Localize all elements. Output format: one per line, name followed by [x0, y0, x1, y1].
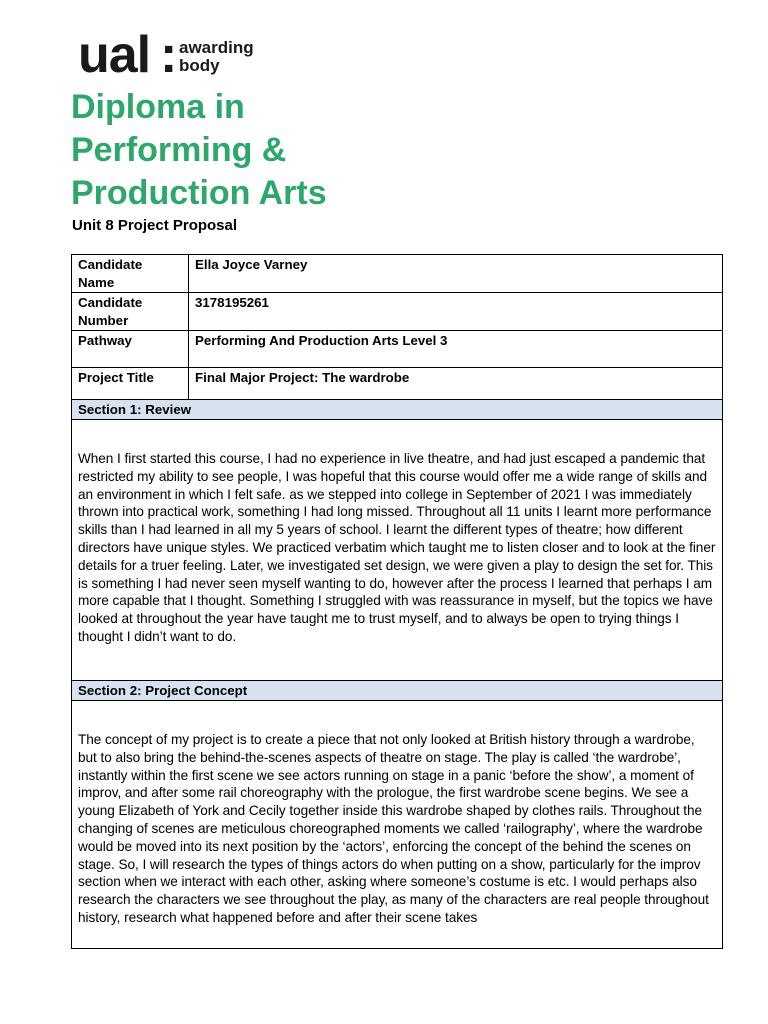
candidate-name-label: Candidate Name — [72, 255, 189, 293]
logo-colon: : — [160, 26, 178, 84]
candidate-name-value: Ella Joyce Varney — [189, 255, 723, 293]
document-subtitle: Unit 8 Project Proposal — [72, 217, 238, 234]
title-line-2: Performing & — [71, 131, 287, 169]
pathway-value: Performing And Production Arts Level 3 — [189, 331, 723, 368]
document-title — [71, 86, 671, 215]
candidate-number-value: 3178195261 — [189, 293, 723, 331]
title-line-3: Production Arts — [71, 174, 327, 212]
section-heading: Section 1: Review — [72, 400, 722, 420]
table-row — [72, 255, 723, 293]
section-heading: Section 2: Project Concept — [72, 681, 722, 701]
table-row — [72, 331, 723, 368]
candidate-number-label: Candidate Number — [72, 293, 189, 331]
logo-line-body: body — [179, 56, 220, 75]
title-line-1: Diploma in — [71, 88, 245, 126]
logo-wordmark: ual — [78, 26, 151, 84]
logo-line-awarding: awarding — [179, 38, 254, 57]
section-project-concept — [71, 680, 723, 949]
project-title-value: Final Major Project: The wardrobe — [189, 368, 723, 405]
candidate-info-table — [71, 254, 723, 405]
project-title-label: Project Title — [72, 368, 189, 405]
section-body: When I first started this course, I had no experience in live theatre, and had just escaped a pandemic that restricted my ability to see people, I was hopeful that this course would offer me a wide range of skills and an environment in which I felt safe. as we stepped into college in September of 2021 I was immediately thrown into practical work, something I had long missed. Throughout all 11 units I learnt more performance skills than I had learned in all my 5 years of school. I learnt the different types of theatre; how different directors have unique styles. We practiced verbatim which taught me to listen closer and to look at the finer details for a truer feeling. Later, we investigated set design, we were given a play to design the set for. This is something I had never seen myself wanting to do, however after the process I learned that perhaps I am more capable that I thought. Something I struggled with was reassurance in myself, but the topics we have looked at throughout the year have taught me to trust myself, and to always be open to trying things I thought I didn’t want to do. — [78, 451, 716, 644]
section-review — [71, 399, 723, 683]
table-row — [72, 293, 723, 331]
pathway-label: Pathway — [72, 331, 189, 368]
section-body: The concept of my project is to create a piece that not only looked at British history through a wardrobe, but to also bring the behind-the-scenes aspects of theatre on stage. The play is called ‘the wardrobe’, instantly within the first scene we see actors running on stage in a panic ‘before the show’, a moment of improv, and after some rail choreography with the prologue, the first wardrobe scene begins. We see a young Elizabeth of York and Cecily together inside this wardrobe shaped by clothes rails. Throughout the changing of scenes are meticulous choreographed moments we called ‘railography’, where the wardrobe would be moved into its next position by the ‘actors’, enforcing the concept of the behind the scenes on stage. So, I will research the types of things actors do when putting on a show, particularly for the improv section when we interact with each other, asking where someone’s costume is etc. I would perhaps also research the characters we see throughout the play, as many of the characters are real people throughout history, research what happened before and after their scene takes — [78, 732, 709, 925]
